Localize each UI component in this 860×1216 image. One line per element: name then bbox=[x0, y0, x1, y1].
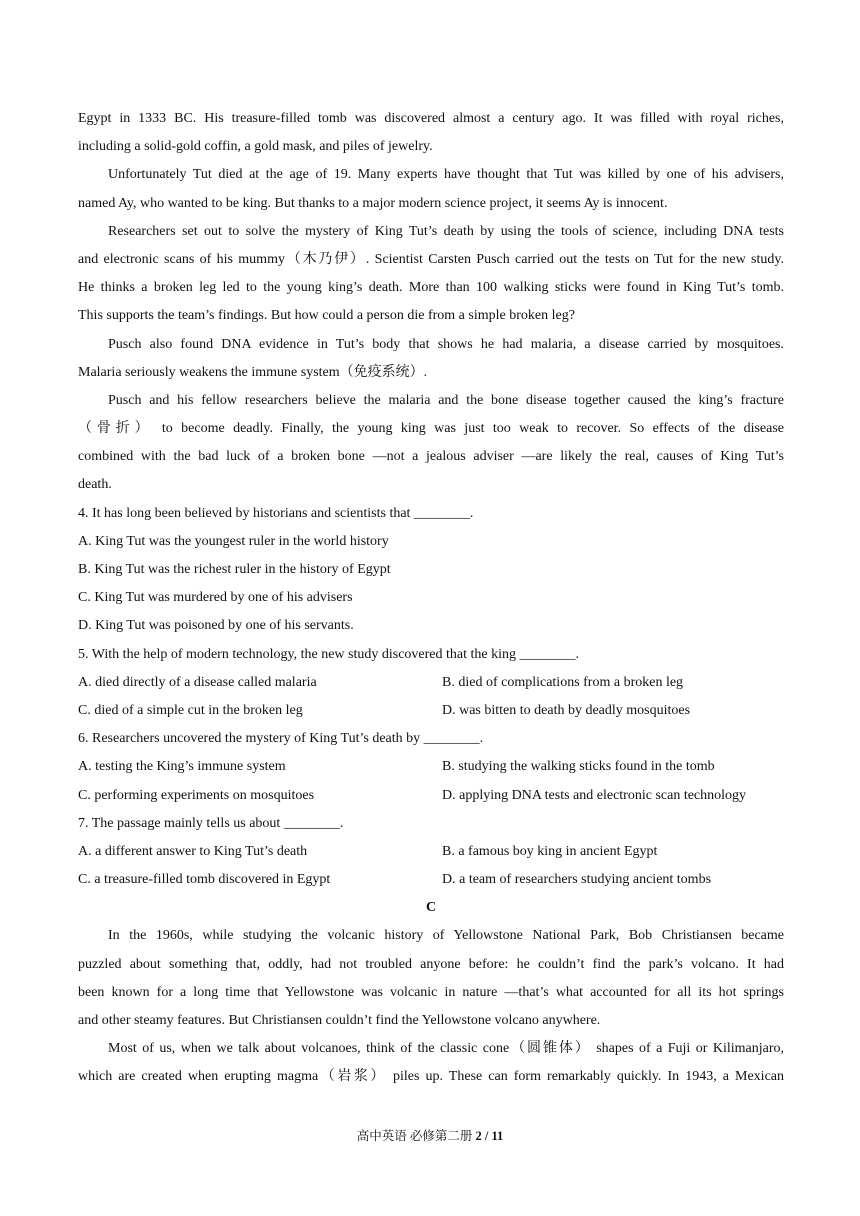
option-5b: B. died of complications from a broken leg bbox=[442, 674, 684, 690]
option-6c: C. performing experiments on mosquitoes bbox=[78, 787, 315, 803]
option-4b: B. King Tut was the richest ruler in the history of Egypt bbox=[78, 562, 391, 577]
paragraph-line: puzzled about something that, oddly, had not troubled anyone before: he couldn’t find the park’s volcano. It had bbox=[78, 956, 784, 972]
page-number: 2 / 11 bbox=[475, 1129, 504, 1143]
paragraph-line: been known for a long time that Yellowstone was volcanic in nature —that’s what accounted for all its hot springs bbox=[78, 984, 784, 1000]
paragraph-line: Researchers set out to solve the mystery of King Tut’s death by using the tools of science, including DNA tests bbox=[108, 223, 784, 239]
options-row bbox=[78, 669, 784, 697]
option-6a: A. testing the King’s immune system bbox=[78, 759, 286, 775]
paragraph-line: Unfortunately Tut died at the age of 19. Many experts have thought that Tut was killed by one of his advisers, bbox=[108, 167, 784, 183]
paragraph-line: and other steamy features. But Christiansen couldn’t find the Yellowstone volcano anywhere. bbox=[78, 1013, 601, 1028]
option-7d: D. a team of researchers studying ancient tombs bbox=[442, 872, 712, 888]
options-row bbox=[78, 866, 784, 894]
paragraph-line: Pusch and his fellow researchers believe the malaria and the bone disease together caused the king’s fracture bbox=[108, 392, 784, 408]
option-7a: A. a different answer to King Tut’s death bbox=[78, 843, 308, 859]
option-7b: B. a famous boy king in ancient Egypt bbox=[442, 843, 658, 859]
paragraph-line: and electronic scans of his mummy（木乃伊）. Scientist Carsten Pusch carried out the tests on Tut for the new study. bbox=[78, 251, 784, 267]
paragraph-line: Most of us, when we talk about volcanoes, think of the classic cone（圆锥体） shapes of a Fuji or Kilimanjaro, bbox=[108, 1041, 784, 1057]
page-footer bbox=[0, 1127, 860, 1145]
options-row bbox=[78, 782, 784, 810]
options-row bbox=[78, 697, 784, 725]
option-5d: D. was bitten to death by deadly mosquitoes bbox=[442, 702, 691, 718]
paragraph-line: named Ay, who wanted to be king. But thanks to a major modern science project, it seems Ay is innocent. bbox=[78, 195, 668, 211]
paragraph-line: （骨折） to become deadly. Finally, the young king was just too weak to recover. So effects of the disease bbox=[78, 421, 784, 437]
option-5c: C. died of a simple cut in the broken leg bbox=[78, 702, 303, 718]
paragraph-line: combined with the bad luck of a broken bone —not a jealous adviser —are likely the real, causes of King Tut’s bbox=[78, 449, 784, 465]
paragraph-line: Pusch also found DNA evidence in Tut’s body that shows he had malaria, a disease carried by mosquitoes. bbox=[108, 336, 784, 352]
option-4c: C. King Tut was murdered by one of his advisers bbox=[78, 590, 353, 606]
option-4d: D. King Tut was poisoned by one of his servants. bbox=[78, 618, 354, 634]
page-content bbox=[78, 105, 784, 1092]
question-stem-6: 6. Researchers uncovered the mystery of King Tut’s death by ________. bbox=[78, 731, 484, 747]
option-6b: B. studying the walking sticks found in the tomb bbox=[442, 759, 715, 775]
options-row bbox=[78, 753, 784, 781]
option-6d: D. applying DNA tests and electronic scan technology bbox=[442, 787, 747, 803]
paragraph-line: Egypt in 1333 BC. His treasure-filled tomb was discovered almost a century ago. It was filled with royal riches, bbox=[78, 111, 784, 126]
paragraph-line: He thinks a broken leg led to the young king’s death. More than 100 walking sticks were found in King Tut’s tomb. bbox=[78, 280, 784, 296]
question-stem-4: 4. It has long been believed by historians and scientists that ________. bbox=[78, 505, 474, 521]
question-stem-7: 7. The passage mainly tells us about ________. bbox=[78, 815, 344, 831]
paragraph-line: This supports the team’s findings. But how could a person die from a simple broken leg? bbox=[78, 308, 575, 324]
paragraph-line: Malaria seriously weakens the immune system（免疫系统）. bbox=[78, 364, 428, 380]
option-5a: A. died directly of a disease called malaria bbox=[78, 674, 317, 690]
paragraph-line: including a solid-gold coffin, a gold mask, and piles of jewelry. bbox=[78, 139, 433, 155]
option-4a: A. King Tut was the youngest ruler in the world history bbox=[78, 533, 389, 549]
question-stem-5: 5. With the help of modern technology, the new study discovered that the king ________. bbox=[78, 646, 580, 662]
section-heading: C bbox=[425, 900, 437, 916]
paragraph-line: In the 1960s, while studying the volcanic history of Yellowstone National Park, Bob Christiansen became bbox=[108, 928, 784, 944]
footer-book-title: 高中英语 必修第二册 bbox=[356, 1129, 476, 1143]
options-row bbox=[78, 838, 784, 866]
paragraph-line: death. bbox=[78, 477, 112, 493]
paragraph-line: which are created when erupting magma（岩浆） piles up. These can form remarkably quickly. In 1943, a Mexican bbox=[78, 1069, 784, 1085]
option-7c: C. a treasure-filled tomb discovered in Egypt bbox=[78, 872, 331, 888]
